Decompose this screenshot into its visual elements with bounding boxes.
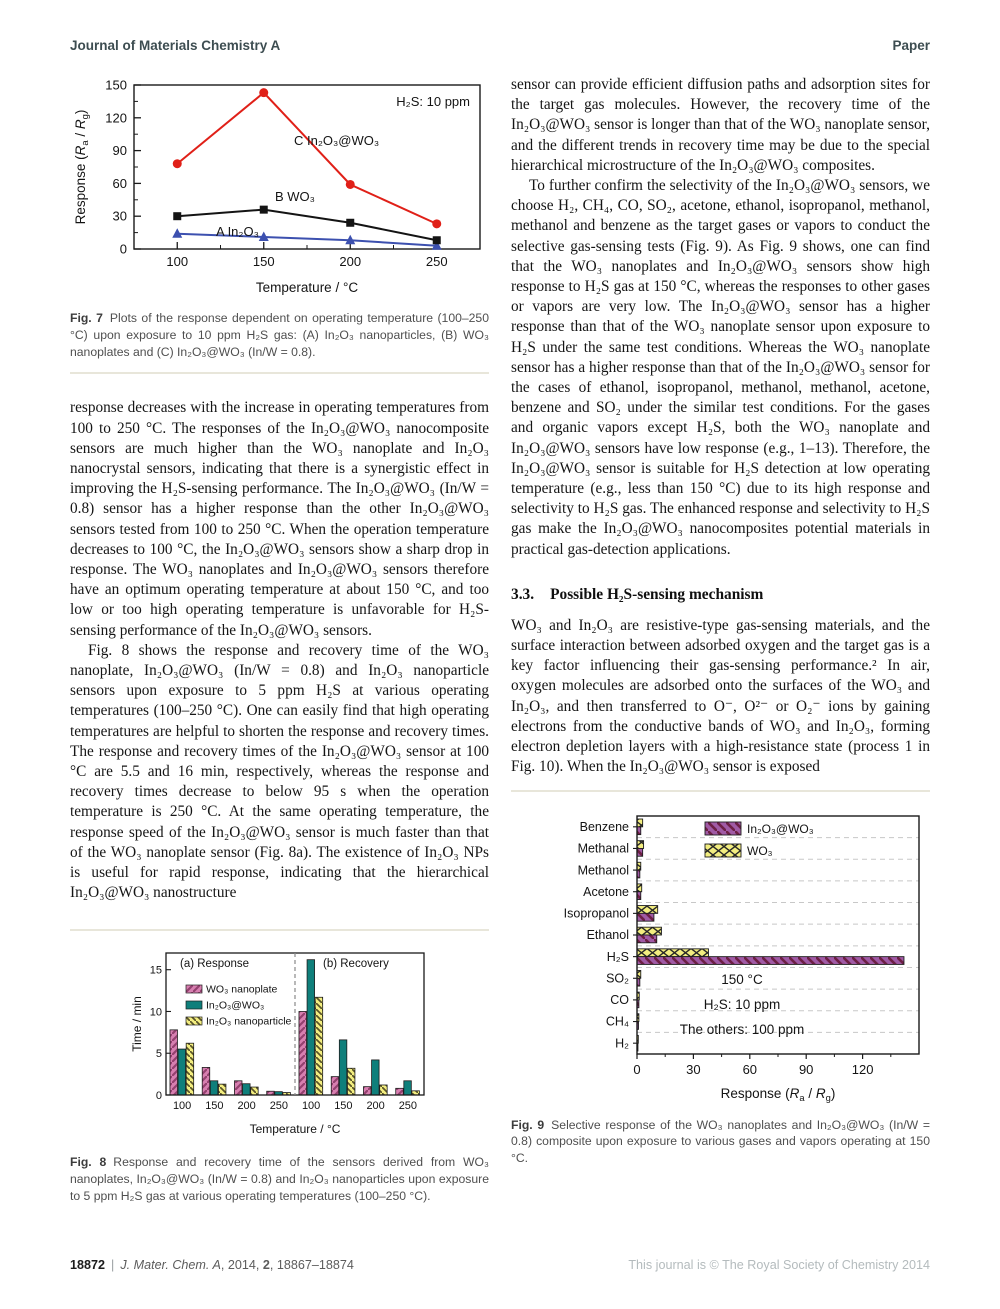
svg-text:In₂O₃@WO₃: In₂O₃@WO₃ — [205, 999, 264, 1012]
svg-text:Time / min: Time / min — [129, 996, 144, 1053]
fig9-caption — [511, 1117, 930, 1167]
page-footer — [70, 1258, 930, 1272]
svg-text:WO₃: WO₃ — [747, 843, 773, 858]
section-title: Possible H₂S-sensing mechanism — [550, 585, 764, 603]
divider — [70, 929, 489, 931]
svg-text:Temperature / °C: Temperature / °C — [255, 280, 359, 295]
fig7-caption-label: Fig. 7 — [70, 311, 103, 325]
footer-journal-name: J. Mater. Chem. A — [120, 1258, 221, 1272]
svg-text:150: 150 — [252, 254, 275, 269]
svg-text:60: 60 — [742, 1061, 758, 1077]
svg-text:90: 90 — [798, 1061, 814, 1077]
body-paragraph: response decreases with the increase in operating temperatures from 100 to 250 °C. The responses of the In₂O₃@WO₃ nanocomposite sensors are much higher than the WO₃ nanoplate and In₂O₃ nanocrystal sensors, indicating that there is a synergistic effect in improving the H₂S-sensing performance. The In₂O₃@WO₃ (In/W = 0.8) sensor has a higher response than the other In₂O₃@WO₃ sensors tested from 100 to 250 °C. When the operation temperature decreases to 100 °C, the In₂O₃@WO₃ sensors show a sharp drop in response. The WO₃ nanoplates and In₂O₃@WO₃ sensors therefore have an optimum operating temperature at about 150 °C, and too low or too high operating temperature is unfavorable for H₂S-sensing performance of the In₂O₃@WO₃ sensors. — [70, 399, 489, 639]
svg-text:60: 60 — [112, 175, 127, 191]
body-paragraph: To further confirm the selectivity of the In₂O₃@WO₃ sensors, we choose H₂, CH₄, CO, SO₂, acetone, ethanol, isopropanol, methanol, methanol and benzene as the target gases or vapors to conduct the selective gas-sensing tests (Fig. 9). As Fig. 9 shows, one can find that the WO₃ nanoplates and In₂O₃@WO₃ sensors show high response to H₂S gas at 150 °C, whereas the responses to other gases or vapors are very low. The In₂O₃@WO₃ sensor has a higher response than that of the WO₃ nanoplate sensor upon exposure to H₂S under the same test conditions. Whereas the WO₃ nanoplate sensor has a higher response than that of the In₂O₃@WO₃ sensor for the cases of ethanol, isopropanol, methanol, methanol, acetone, benzene and SO₂ under the similar test conditions. For the gases and organic vapors except H₂S, both the WO₃ nanoplate and In₂O₃@WO₃ sensors have low response (e.g., 1–13). Therefore, the In₂O₃@WO₃ sensor is suitable for H₂S detection at low operating temperature (e.g., less than 150 °C) due to its high response and selectivity to H₂S gas. The enhanced response and selectivity to H₂S gas make the In₂O₃@WO₃ nanocomposites potential materials in practical gas-detection applications. — [511, 177, 930, 558]
svg-text:120: 120 — [851, 1061, 874, 1077]
svg-text:200: 200 — [365, 1100, 385, 1113]
svg-text:250: 250 — [398, 1100, 417, 1113]
body-paragraph: sensor can provide efficient diffusion paths and adsorption sites for the target gas molecules. However, the recovery time of the In₂O₃@WO₃ sensor is longer than that of the WO₃ nanoplate sensor, and the different trends in recovery time may be due to the special hierarchical microstructure of the In₂O₃@WO₃ composites. — [511, 76, 930, 174]
svg-text:Response (Ra / Rg): Response $(R_a / R_g)$ — [73, 109, 91, 225]
svg-text:Ethanol: Ethanol — [586, 927, 629, 942]
svg-text:200: 200 — [339, 254, 362, 269]
svg-text:(a) Response: (a) Response — [179, 958, 249, 971]
svg-text:150 °C: 150 °C — [721, 971, 763, 987]
left-column — [70, 75, 489, 1205]
svg-text:0: 0 — [633, 1061, 641, 1077]
svg-text:CH₄: CH₄ — [605, 1014, 629, 1029]
svg-text:100: 100 — [172, 1100, 191, 1113]
svg-text:150: 150 — [333, 1100, 353, 1113]
svg-text:Methanol: Methanol — [577, 862, 629, 877]
svg-text:Response (Ra / Rg): Response $(R_a / R_g)$ — [720, 1085, 836, 1103]
fig8-caption-text: Response and recovery time of the sensors derived from WO₃ nanoplates, In₂O₃@WO₃ (In/W = 0.8) and In₂O₃ nanoparticles upon exposure to 5 ppm H₂S gas at various operating temperatures (100–250 °C). — [70, 1155, 489, 1204]
svg-text:30: 30 — [112, 208, 127, 224]
svg-text:100: 100 — [301, 1100, 320, 1113]
svg-text:10: 10 — [149, 1006, 162, 1019]
fig8-figure — [70, 943, 489, 1146]
svg-text:H₂S: 10 ppm: H₂S: 10 ppm — [703, 996, 781, 1012]
footer-separator: | — [111, 1258, 115, 1272]
divider — [70, 372, 489, 374]
footer-volume: 2 — [262, 1258, 270, 1272]
svg-text:Acetone: Acetone — [583, 884, 629, 899]
svg-text:0: 0 — [155, 1090, 162, 1103]
svg-text:200: 200 — [236, 1100, 256, 1113]
svg-text:In₂O₃@WO₃: In₂O₃@WO₃ — [747, 821, 814, 836]
fig9-horizontal-bar-chart — [537, 804, 930, 1109]
fig8-bar-chart — [130, 943, 430, 1146]
footer-rights: This journal is © The Royal Society of Chemistry 2014 — [628, 1258, 930, 1272]
svg-text:C In₂O₃@WO₃: C In₂O₃@WO₃ — [294, 133, 380, 148]
svg-text:(b) Recovery: (b) Recovery — [322, 958, 389, 971]
footer-cite-pages: , 18867–18874 — [269, 1258, 354, 1272]
fig8-caption — [70, 1154, 489, 1204]
right-column — [511, 75, 930, 1205]
svg-text:150: 150 — [204, 1100, 224, 1113]
svg-text:The others: 100 ppm: The others: 100 ppm — [679, 1021, 805, 1037]
svg-text:30: 30 — [686, 1061, 701, 1077]
svg-text:5: 5 — [155, 1048, 162, 1061]
footer-citation — [70, 1258, 354, 1272]
fig9-caption-text: Selective response of the WO₃ nanoplates and In₂O₃@WO₃ (In/W = 0.8) composite upon exposure to various gases and vapors operating at 150 °C. — [511, 1117, 930, 1166]
svg-text:0: 0 — [119, 241, 127, 257]
svg-text:250: 250 — [425, 254, 448, 269]
footer-page-number: 18872 — [70, 1258, 106, 1272]
footer-cite-year: , 2014, — [220, 1258, 263, 1272]
section-heading — [511, 586, 930, 604]
fig7-caption — [70, 310, 489, 360]
fig8-caption-label: Fig. 8 — [70, 1155, 107, 1170]
fig9-caption-label: Fig. 9 — [511, 1117, 545, 1132]
svg-text:Methanal: Methanal — [577, 841, 629, 856]
svg-text:15: 15 — [149, 964, 162, 977]
two-column-body — [70, 75, 930, 1205]
svg-text:CO: CO — [610, 992, 629, 1007]
divider — [511, 790, 930, 792]
svg-text:A In₂O₃: A In₂O₃ — [216, 224, 259, 239]
svg-text:Temperature / °C: Temperature / °C — [249, 1122, 340, 1137]
svg-text:Benzene: Benzene — [579, 819, 629, 834]
body-paragraph: WO₃ and In₂O₃ are resistive-type gas-sensing materials, and the surface interaction between adsorbed oxygen and the target gas is a key factor influencing their gas-sensing performance.² In air, oxygen molecules are adsorbed onto the surfaces of the WO₃ and In₂O₃, and then transferred to O⁻, O²⁻ or O₂⁻ ions by gaining electrons from the conductive bands of WO₃ and In₂O₃, forming electron depletion layers with a high-resistance state (process 1 in Fig. 10). When the In₂O₃@WO₃ sensor is exposed — [511, 616, 930, 776]
svg-text:250: 250 — [269, 1100, 288, 1113]
journal-title: Journal of Materials Chemistry A — [70, 38, 281, 53]
svg-text:B WO₃: B WO₃ — [275, 189, 315, 204]
svg-text:H₂S: 10 ppm: H₂S: 10 ppm — [396, 94, 470, 109]
svg-text:H₂S: H₂S — [606, 949, 629, 964]
fig7-caption-text: Plots of the response dependent on operating temperature (100–250 °C) upon exposure to 10 ppm H₂S gas: (A) In₂O₃ nanoparticles, (B) WO₃ nanoplates and (C) In₂O₃@WO₃ (In/W = 0.8). — [70, 311, 489, 359]
svg-text:H₂: H₂ — [615, 1035, 629, 1050]
fig7-line-chart — [70, 75, 489, 302]
svg-text:SO₂: SO₂ — [606, 970, 629, 985]
body-paragraph: Fig. 8 shows the response and recovery time of the WO₃ nanoplate, In₂O₃@WO₃ (In/W = 0.8) and In₂O₃ nanoparticle sensors upon exposure to 5 ppm H₂S at various operating temperatures (100–250 °C). One can easily find that high operating temperatures are helpful to shorten the response and recovery times. The response and recovery times of the In₂O₃@WO₃ sensor at 100 °C are 5.5 and 16 min, respectively, whereas the response and recovery times decrease to below 95 s when the operation temperature is 250 °C. At the same operating temperature, the response speed of the In₂O₃@WO₃ sensor is much faster than that of the WO₃ nanoplate sensor (Fig. 8a). The existence of In₂O₃ NPs is useful for rapid response, indicating that the hierarchical In₂O₃@WO₃ nanostructure — [70, 641, 489, 902]
article-type: Paper — [892, 38, 930, 53]
svg-text:100: 100 — [166, 254, 189, 269]
section-number: 3.3. — [511, 585, 535, 603]
svg-text:120: 120 — [105, 110, 127, 126]
page-header — [70, 38, 930, 53]
svg-text:150: 150 — [105, 77, 127, 93]
svg-text:In₂O₃ nanoparticle: In₂O₃ nanoparticle — [205, 1015, 291, 1028]
svg-text:WO₃ nanoplate: WO₃ nanoplate — [205, 983, 277, 996]
svg-text:90: 90 — [112, 143, 127, 159]
fig9-figure — [511, 804, 930, 1109]
svg-text:Isopropanol: Isopropanol — [563, 906, 629, 921]
